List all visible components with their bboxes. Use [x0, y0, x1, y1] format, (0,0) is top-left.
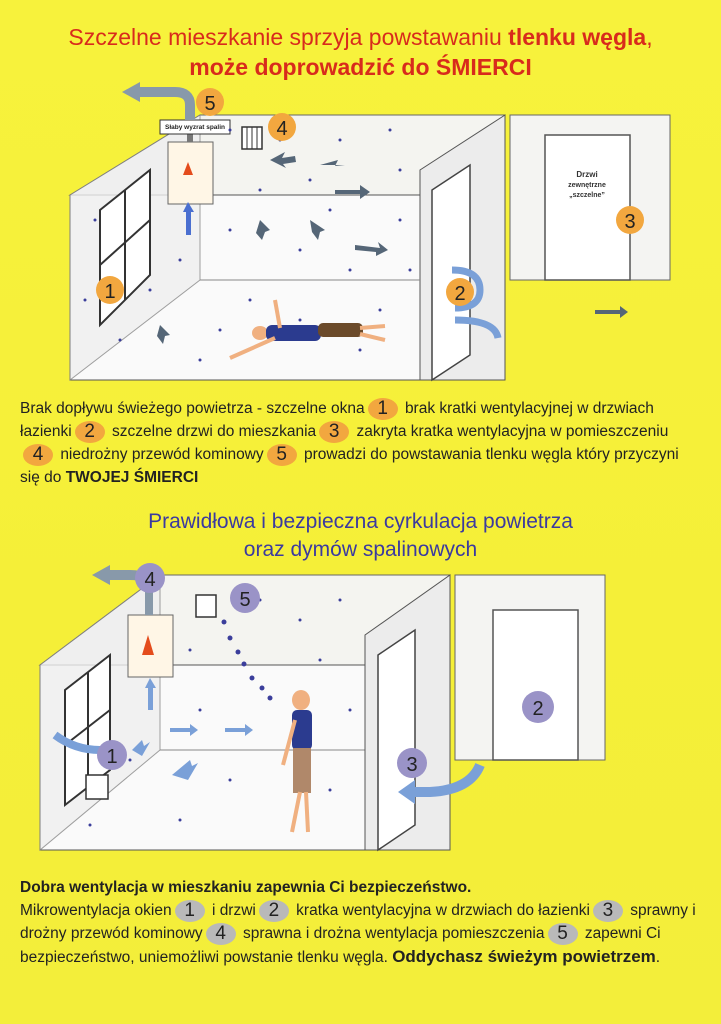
top-title-emphasis: tlenku węgla	[508, 24, 647, 50]
safety-text-6: zapewni Ci bezpieczeństwo, uniemożliwi powstanie tlenku węgla.	[20, 925, 661, 966]
room2-outer-door	[493, 610, 578, 760]
room2-bathroom-door	[378, 630, 418, 850]
danger-emphasis: TWOJEJ ŚMIERCI	[65, 469, 199, 486]
marker-badge-1: 1	[368, 398, 398, 420]
marker-badge-5: 5	[267, 444, 297, 466]
safety-text-3: kratka wentylacyjna w drzwiach do łazienki	[296, 902, 590, 919]
svg-text:2: 2	[454, 283, 466, 305]
safety-badge-1: 1	[175, 900, 205, 922]
svg-text:5: 5	[204, 93, 216, 115]
safety-text-1: Mikrowentylacja okien	[20, 902, 172, 919]
danger-text-6: prowadzi do powstawania tlenku węgla który przyczyni się do	[20, 446, 679, 486]
safety-badge-4: 4	[206, 923, 236, 945]
danger-text-2: brak kratki wentylacyjnej w drzwiach łazienki	[20, 400, 654, 440]
middle-title-line1: Prawidłowa i bezpieczna cyrkulacja powietrza	[148, 510, 573, 533]
marker-badge-4: 4	[23, 444, 53, 466]
svg-text:5: 5	[239, 589, 251, 611]
paragraph-danger	[20, 397, 700, 489]
svg-text:4: 4	[276, 118, 288, 140]
door-label-1: Drzwi	[576, 170, 598, 179]
danger-text-3: szczelne drzwi do mieszkania	[112, 423, 317, 440]
marker-badge-2: 2	[75, 421, 105, 443]
safety-text-2: i drzwi	[211, 902, 256, 919]
safety-text-5: sprawna i drożna wentylacja pomieszczenia	[242, 925, 545, 942]
danger-text-4: zakryta kratka wentylacyjna w pomieszczeniu	[356, 423, 669, 440]
outer-door	[545, 135, 630, 280]
top-title-text: Szczelne mieszkanie sprzyja powstawaniu	[68, 24, 509, 50]
safety-emphasis: Oddychasz świeżym powietrzem	[392, 947, 656, 966]
room2-vent-grille-icon	[196, 595, 216, 617]
svg-text:1: 1	[106, 746, 118, 768]
safety-badge-3: 3	[593, 900, 623, 922]
safety-badge-5: 5	[548, 923, 578, 945]
safety-heading: Dobra wentylacja w mieszkaniu zapewnia Ci bezpieczeństwo.	[20, 879, 472, 896]
middle-title-line2: oraz dymów spalinowych	[243, 538, 478, 561]
sealed-apartment-illustration	[0, 70, 721, 390]
danger-text-1: Brak dopływu świeżego powietrza - szczelne okna	[20, 400, 365, 417]
safety-badge-2: 2	[259, 900, 289, 922]
flue-sign-label: Słaby wyzrat spalin	[165, 124, 225, 131]
top-title-comma: ,	[646, 24, 653, 50]
svg-text:1: 1	[104, 281, 116, 303]
safety-text-4: sprawny i drożny przewód kominowy	[20, 902, 696, 942]
safety-period: .	[655, 949, 661, 966]
door-grille-icon	[86, 775, 108, 799]
paragraph-safety	[20, 876, 700, 969]
top-title-line2: może doprowadzić do ŚMIERCI	[189, 54, 532, 80]
svg-text:2: 2	[532, 698, 544, 720]
door-label-2: zewnętrzne	[568, 182, 606, 189]
door-label-3: „szczelne”	[569, 192, 605, 199]
svg-text:3: 3	[406, 754, 418, 776]
marker-badge-3: 3	[319, 421, 349, 443]
middle-title	[0, 508, 721, 564]
chimney-arrow	[140, 92, 190, 120]
ventilated-apartment-illustration	[0, 560, 721, 860]
svg-text:3: 3	[624, 211, 636, 233]
top-title-line1	[0, 22, 721, 52]
danger-text-5: niedrożny przewód kominowy	[60, 446, 264, 463]
svg-text:4: 4	[144, 569, 156, 591]
